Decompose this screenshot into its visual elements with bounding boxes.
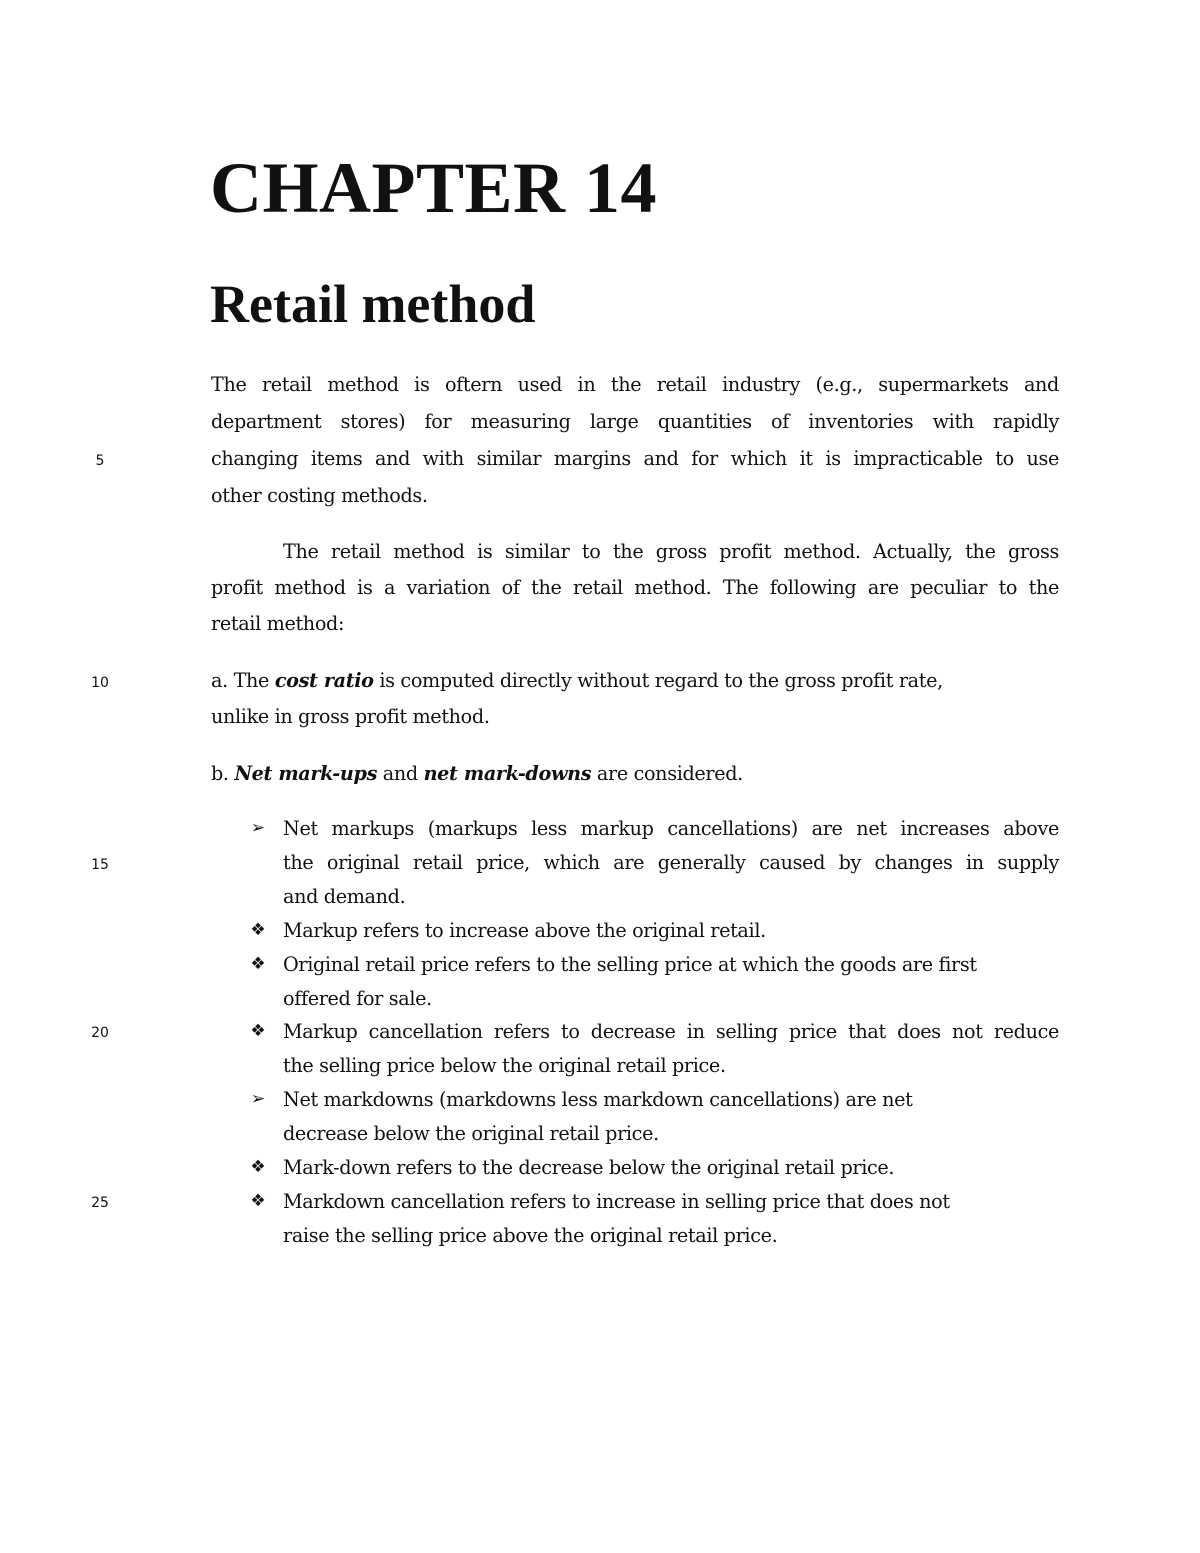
net-markups-term: Net mark-ups [234,762,378,785]
line-number-10: 10 [91,675,109,691]
bullet-line: Markup refers to increase above the original retail. [283,919,766,942]
paragraph-line: other costing methods. [211,484,428,507]
line-number-15: 15 [91,857,109,873]
bullet-line: the original retail price, which are generally caused by changes in supply [283,851,1059,874]
bullet-line: Net markdowns (markdowns less markdown cancellations) are net [283,1088,913,1111]
cost-ratio-term: cost ratio [274,669,374,692]
paragraph-line: retail method: [211,612,345,635]
bullet-line: Markdown cancellation refers to increase in selling price that does not [283,1190,950,1213]
diamond-bullet-icon: ❖ [250,954,266,974]
bullet-line: Net markups (markups less markup cancellations) are net increases above [283,817,1059,840]
arrow-bullet-icon: ➢ [250,818,266,838]
bullet-line: and demand. [283,885,406,908]
item-b-prefix: b. [211,762,235,785]
item-a-rest: is computed directly without regard to the gross profit rate, [373,669,943,692]
item-b-rest: are considered. [591,762,743,785]
paragraph-line: profit method is a variation of the retail method. The following are peculiar to the [211,576,1059,599]
diamond-bullet-icon: ❖ [250,920,266,940]
bullet-line: Mark-down refers to the decrease below the original retail price. [283,1156,895,1179]
line-number-25: 25 [91,1195,109,1211]
item-b-middle: and [377,762,424,785]
line-number-5: 5 [95,453,105,469]
bullet-line: the selling price below the original retail price. [283,1054,726,1077]
section-title: Retail method [210,274,536,334]
bullet-line: raise the selling price above the original retail price. [283,1224,778,1247]
chapter-title: CHAPTER 14 [210,148,658,228]
bullet-line: offered for sale. [283,987,432,1010]
bullet-line: Markup cancellation refers to decrease in selling price that does not reduce [283,1020,1059,1043]
paragraph-line: department stores) for measuring large quantities of inventories with rapidly [211,410,1059,433]
bullet-line: decrease below the original retail price. [283,1122,659,1145]
paragraph-line: The retail method is oftern used in the retail industry (e.g., supermarkets and [211,373,1059,396]
diamond-bullet-icon: ❖ [250,1191,266,1211]
item-a-prefix: a. The [211,669,275,692]
item-a-line-2: unlike in gross profit method. [211,705,490,728]
item-a-line-1 [211,668,1059,693]
diamond-bullet-icon: ❖ [250,1021,266,1041]
paragraph-line: changing items and with similar margins and for which it is impracticable to use [211,447,1059,470]
line-number-20: 20 [91,1025,109,1041]
diamond-bullet-icon: ❖ [250,1157,266,1177]
bullet-line: Original retail price refers to the selling price at which the goods are first [283,953,977,976]
arrow-bullet-icon: ➢ [250,1089,266,1109]
paragraph-line: The retail method is similar to the gross profit method. Actually, the gross [283,540,1059,563]
item-b [211,761,1059,786]
net-markdowns-term: net mark-downs [423,762,592,785]
